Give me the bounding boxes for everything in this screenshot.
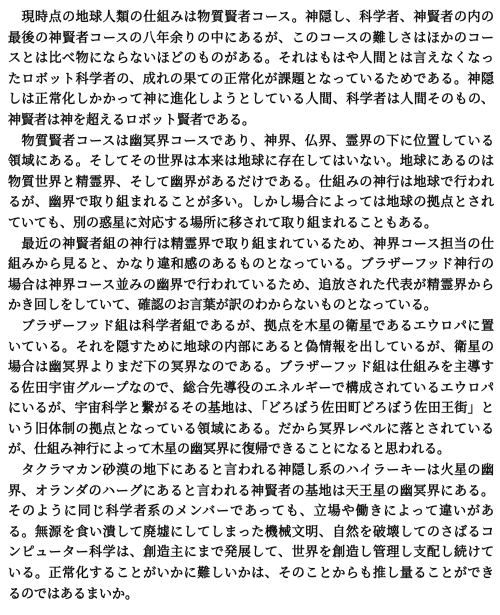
text-line: 最後の神賢者コースの八年余りの中にあるが、このコースの難しさはほかのコー (8, 30, 494, 46)
text-line: る。無源を食い潰して廃墟にしてしまった機械文明、自然を破壊してのさばるコ (8, 524, 494, 540)
text-line: 最近の神賢者組の神行は精霊界で取り組まれているため、神界コース担当の仕 (8, 236, 494, 252)
text-line: かき回しをしていて、確認のお言葉が訳のわからないものとなっている。 (8, 298, 437, 314)
paragraph (8, 461, 494, 605)
text-line: 領域にある。そしてその世界は本来は地球に存在してはいない。地球にあるのは (8, 154, 494, 170)
text-line: スとは比べ物にならないほどのものがある。それはもはや人間とは言えなくなっ (8, 51, 494, 67)
text-line: 場合は幽冥界よりまだ下の冥界なのである。ブラザーフッド組は仕組みを主導す (8, 360, 494, 376)
text-line: にいるが、宇宙科学と繋がるその基地は、「どろぼう佐田町どろぼう佐田王街」と (8, 401, 494, 417)
text-line: そのように同じ科学者系のメンバーであっても、立場や働きによって違いがあ (8, 504, 494, 520)
text-line: 現時点の地球人類の仕組みは物質賢者コース。神隠し、科学者、神賢者の内の (8, 10, 494, 25)
text-line: 物質世界と精霊界、そして幽界があるだけである。仕組みの神行は地球で行われ (8, 174, 494, 190)
text-line: るが、幽界で取り組まれることが多い。しかし場合によっては地球の拠点とされ (8, 195, 494, 211)
paragraph (8, 317, 494, 461)
text-line: 界、オランダのハーグにあると言われる神賢者の基地は天王星の幽冥界にある。 (8, 483, 494, 499)
text-line: いう旧体制の拠点となっている領域にある。だから冥界レベルに落とされている (8, 421, 494, 437)
text-line: ンピューター科学は、創造主にまで発展して、世界を創造し管理し支配し続けて (8, 545, 494, 561)
text-line: いる。正常化することがいかに難しいかは、そのことからも推し量ることができ (8, 566, 494, 582)
paragraph (8, 8, 494, 132)
text-line: ていても、別の惑星に対応する場所に移されて取り組まれることもある。 (8, 215, 438, 231)
text-line: たロボット科学者の、成れの果ての正常化が課題となっているためである。神隠 (8, 71, 494, 87)
text-line: しは正常化しかかって神に進化しようとしている人間、科学者は人間そのもの、 (8, 92, 494, 108)
paragraph (8, 235, 494, 317)
text-line: ブラザーフッド組は科学者組であるが、拠点を木星の衛星であるエウロパに置 (8, 318, 494, 334)
document-body (8, 8, 494, 605)
text-line: いている。それを隠すために地球の内部にあると偽情報を出しているが、衛星の (8, 339, 494, 355)
paragraph (8, 132, 494, 235)
text-line: 物質賢者コースは幽冥界コースであり、神界、仏界、霊界の下に位置している (8, 133, 494, 149)
text-line: 場合は神界コース並みの幽界で行われているため、追放された代表が精霊界から (8, 277, 494, 293)
text-line: が、仕組み神行によって木星の幽冥界に復帰できることになると思われる。 (8, 442, 451, 458)
text-line: タクラマカン砂漠の地下にあると言われる神隠し系のハイラーキーは火星の幽 (8, 463, 494, 479)
text-line: るのではあるまいか。 (8, 586, 139, 602)
text-line: 組みから見ると、かなり違和感のあるものとなっている。ブラザーフッド神行の (8, 257, 494, 273)
text-line: 神賢者は神を超えるロボット賢者である。 (8, 112, 256, 128)
text-line: る佐田宇宙グループなので、総合先導役のエネルギーで構成されているエウロパ (8, 380, 494, 396)
